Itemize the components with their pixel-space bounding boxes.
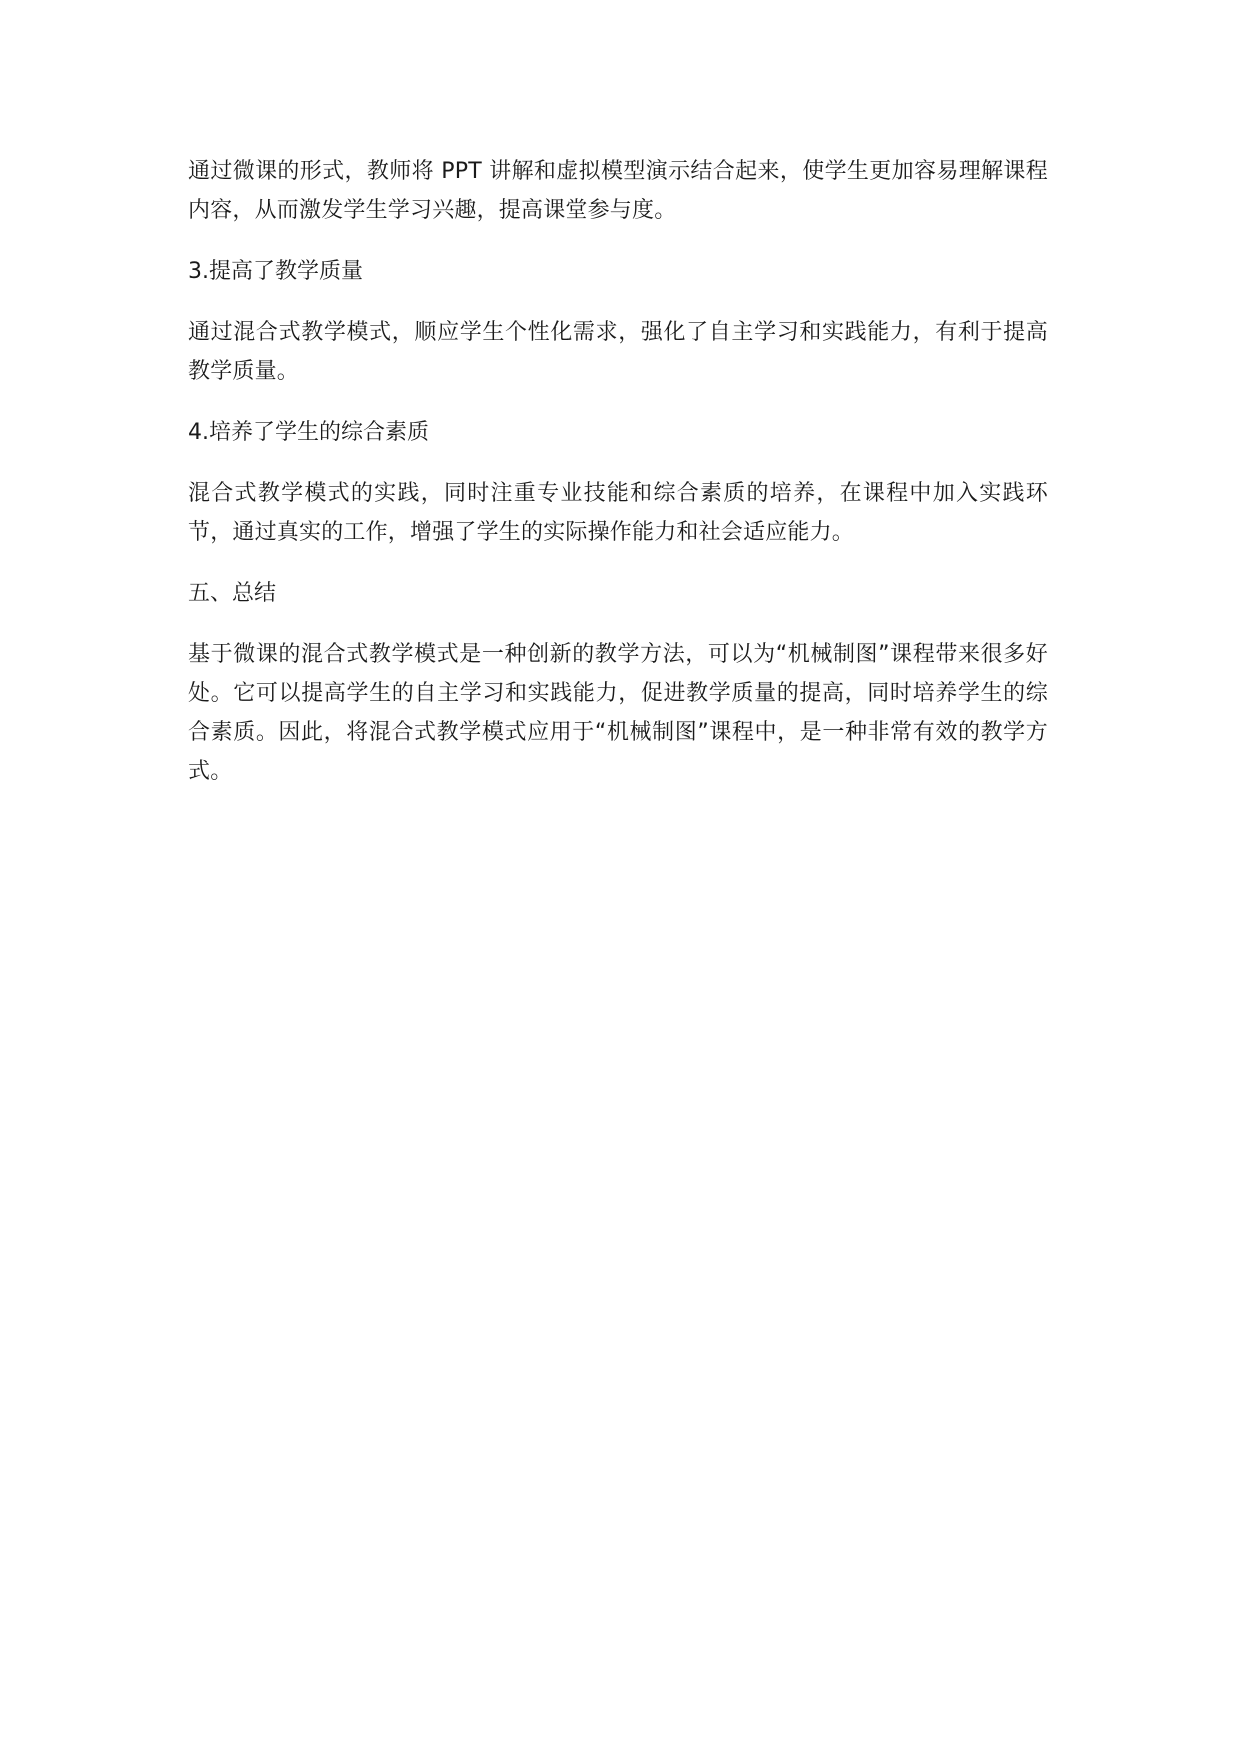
section-heading-summary: 五、总结: [188, 581, 277, 606]
paragraph-micro-course-form: 通过微课的形式，教师将 PPT 讲解和虚拟模型演示结合起来，使学生更加容易理解课程内容，从而激发学生学习兴趣，提高课堂参与度。: [188, 159, 1048, 223]
paragraph-comprehensive-quality: 混合式教学模式的实践，同时注重专业技能和综合素质的培养，在课程中加入实践环节，通过真实的工作，增强了学生的实际操作能力和社会适应能力。: [188, 481, 1048, 545]
paragraph-summary: 基于微课的混合式教学模式是一种创新的教学方法，可以为“机械制图”课程带来很多好处。它可以提高学生的自主学习和实践能力，促进教学质量的提高，同时培养学生的综合素质。因此，将混合式教学模式应用于“机械制图”课程中，是一种非常有效的教学方式。: [188, 642, 1048, 784]
paragraph-teaching-quality: 通过混合式教学模式，顺应学生个性化需求，强化了自主学习和实践能力，有利于提高教学质量。: [188, 320, 1048, 384]
section-heading-comprehensive-quality: 4.培养了学生的综合素质: [188, 420, 429, 445]
section-heading-teaching-quality: 3.提高了教学质量: [188, 259, 363, 284]
document-body: [188, 152, 1048, 813]
